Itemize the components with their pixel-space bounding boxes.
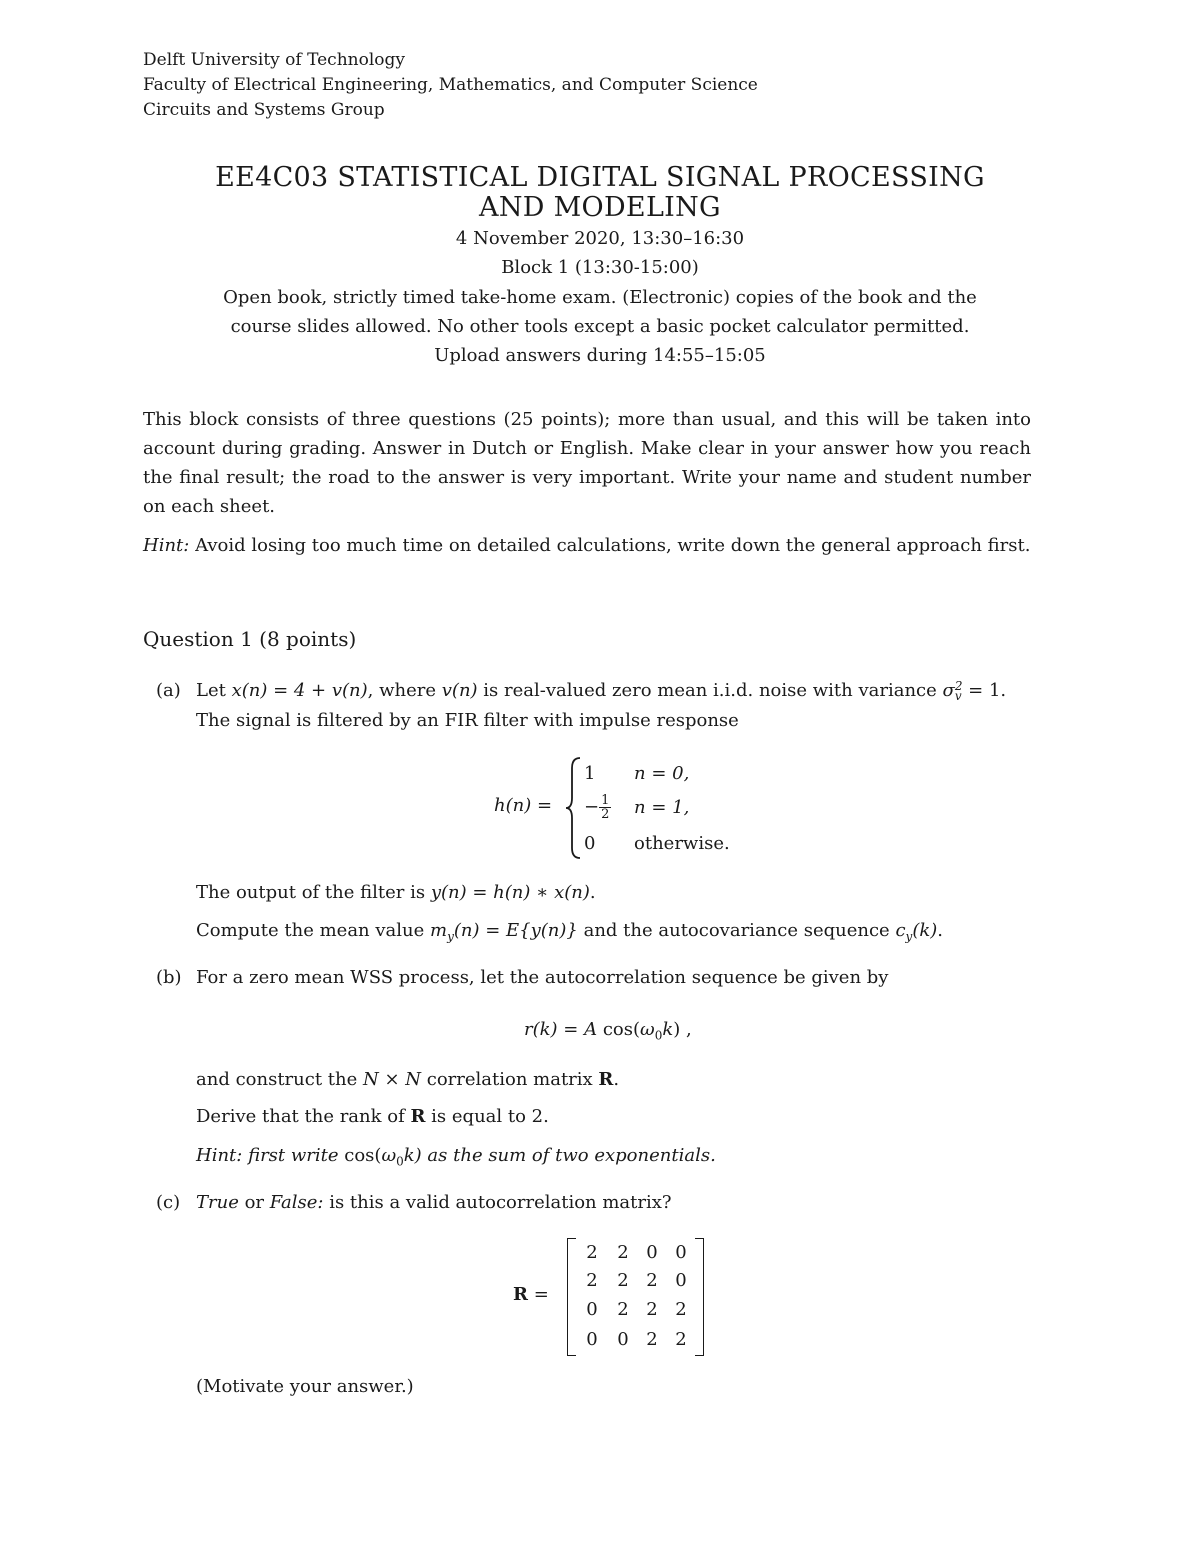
hint-text: Avoid losing too much time on detailed calculations, write down the general approach first.	[189, 535, 1031, 556]
part-a-where: , where	[367, 680, 442, 701]
output-end: .	[589, 882, 596, 903]
construct-pre: and construct the	[196, 1069, 363, 1090]
case-3-condition: otherwise.	[634, 833, 730, 854]
half-fraction	[599, 794, 611, 821]
variance-subscript: v	[954, 689, 962, 703]
exam-rules-line1: Open book, strictly timed take-home exam. (Electronic) copies of the book and the	[223, 287, 977, 308]
case-3-value: 0	[584, 833, 596, 854]
part-b-hint	[196, 1145, 716, 1169]
construct-line	[196, 1069, 619, 1090]
autocov-symbol: c	[895, 920, 906, 941]
matrix-cell: 0	[675, 1270, 687, 1291]
output-pre: The output of the filter is	[196, 882, 431, 903]
matrix-R-symbol: R	[513, 1284, 528, 1305]
matrix-cell: 2	[646, 1329, 658, 1350]
part-b-label: (b)	[156, 967, 182, 988]
minus-sign: −	[584, 796, 600, 818]
matrix-cell: 2	[586, 1242, 598, 1263]
group-name: Circuits and Systems Group	[143, 100, 385, 120]
exam-block: Block 1 (13:30-15:00)	[501, 257, 699, 278]
matrix-cell: 0	[646, 1242, 658, 1263]
compute-end: .	[937, 920, 943, 941]
omega-symbol: ω	[640, 1019, 655, 1040]
matrix-equals: =	[527, 1284, 549, 1305]
matrix-cell: 2	[646, 1299, 658, 1320]
signal-equation: x(n) = 4 + v(n)	[231, 680, 368, 701]
derive-end: is equal to 2.	[425, 1106, 549, 1127]
intro-paragraph: This block consists of three questions (25 points); more than usual, and this will be taken into account during grading. Answer in Dutch or English. Make clear in your answer how you reach the final result; the road to the answer is very important. Write your name and student number on each sheet.	[143, 409, 1031, 517]
derive-pre: Derive that the rank of	[196, 1106, 411, 1127]
matrix-cell: 0	[675, 1242, 687, 1263]
hint-end: as the sum of two exponentials.	[421, 1145, 716, 1166]
matrix-cell: 2	[675, 1299, 687, 1320]
autocorr-lhs: r(k) = A	[524, 1019, 598, 1040]
construct-mid: correlation matrix	[421, 1069, 599, 1090]
part-a-line1	[196, 680, 1006, 701]
hint-label: Hint:	[143, 535, 190, 556]
course-title-line1: EE4C03 STATISTICAL DIGITAL SIGNAL PROCESSING	[215, 162, 985, 193]
construct-end: .	[613, 1069, 620, 1090]
case-1-value: 1	[584, 763, 596, 784]
hint-omega: ω	[381, 1145, 397, 1166]
autocorr-end: ) ,	[673, 1019, 692, 1040]
matrix-size: N × N	[362, 1069, 422, 1090]
hint-paragraph	[143, 531, 1031, 560]
case-2-condition: n = 1,	[634, 797, 690, 818]
mean-equation: (n) = E{y(n)}	[453, 920, 578, 941]
part-b-line1: For a zero mean WSS process, let the autocorrelation sequence be given by	[196, 967, 889, 988]
sigma-symbol: σ	[942, 680, 955, 701]
or-word: or	[238, 1192, 270, 1213]
left-brace-icon	[564, 756, 584, 860]
compute-line	[196, 920, 943, 944]
compute-mid: and the autocovariance sequence	[577, 920, 896, 941]
matrix-symbol: R	[598, 1069, 614, 1090]
compute-pre: Compute the mean value	[196, 920, 430, 941]
matrix-cell: 2	[586, 1270, 598, 1291]
case-2-value	[584, 794, 611, 821]
matrix-cell: 2	[617, 1242, 629, 1263]
cos-function: cos(	[597, 1019, 640, 1040]
matrix-lhs	[513, 1284, 549, 1305]
variance-exponent: 2	[954, 679, 963, 693]
part-c-question: is this a valid autocorrelation matrix?	[323, 1192, 672, 1213]
faculty-name: Faculty of Electrical Engineering, Mathematics, and Computer Science	[143, 75, 758, 95]
true-word: True	[196, 1192, 239, 1213]
course-title-line2: AND MODELING	[479, 192, 721, 223]
matrix-cell: 0	[586, 1299, 598, 1320]
question-1-heading: Question 1 (8 points)	[143, 627, 357, 651]
matrix-cell: 0	[617, 1329, 629, 1350]
part-a-noise-desc: is real-valued zero mean i.i.d. noise with variance	[477, 680, 943, 701]
hint-k: k)	[403, 1145, 422, 1166]
fraction-numerator: 1	[601, 793, 610, 808]
exam-rules-line2: course slides allowed. No other tools except a basic pocket calculator permitted.	[230, 316, 970, 337]
lag-symbol: k	[662, 1019, 674, 1040]
mean-expression	[430, 920, 578, 944]
autocovariance-expression	[895, 920, 938, 944]
part-a-line2: The signal is filtered by an FIR filter with impulse response	[196, 710, 739, 731]
matrix-cell: 2	[617, 1299, 629, 1320]
autocorrelation-equation	[524, 1019, 692, 1043]
noise-symbol: v(n)	[441, 680, 478, 701]
matrix-cell: 2	[675, 1329, 687, 1350]
autocov-subscript: y	[905, 929, 913, 944]
hint-omega-subscript: 0	[396, 1154, 404, 1169]
matrix-cell: 0	[586, 1329, 598, 1350]
case-1-condition: n = 0,	[634, 763, 690, 784]
autocov-argument: (k)	[912, 920, 938, 941]
fraction-denominator: 2	[601, 807, 610, 822]
matrix-cell: 2	[617, 1270, 629, 1291]
hint-cos: cos(	[344, 1145, 382, 1166]
variance-value: = 1.	[962, 680, 1007, 701]
derive-matrix-symbol: R	[410, 1106, 426, 1127]
omega-subscript: 0	[654, 1028, 663, 1043]
matrix-right-bracket	[695, 1238, 704, 1356]
part-c-label: (c)	[156, 1192, 181, 1213]
hint-pre: Hint: first write	[196, 1145, 345, 1166]
exam-date: 4 November 2020, 13:30–16:30	[455, 228, 745, 249]
filter-output-line	[196, 882, 596, 903]
part-a-label: (a)	[156, 680, 181, 701]
motivate-line: (Motivate your answer.)	[196, 1376, 414, 1397]
mean-subscript: y	[447, 929, 454, 944]
matrix-cell: 2	[646, 1270, 658, 1291]
impulse-response-lhs: h(n) =	[494, 795, 553, 816]
convolution-equation: y(n) = h(n) ∗ x(n)	[430, 882, 590, 903]
matrix-left-bracket	[567, 1238, 576, 1356]
part-c-line1	[196, 1192, 672, 1213]
variance-symbol	[943, 680, 963, 701]
false-word: False:	[269, 1192, 324, 1213]
university-name: Delft University of Technology	[143, 50, 405, 70]
upload-window: Upload answers during 14:55–15:05	[434, 345, 766, 366]
part-a-let: Let	[196, 680, 232, 701]
derive-line	[196, 1106, 549, 1127]
mean-symbol: m	[430, 920, 448, 941]
